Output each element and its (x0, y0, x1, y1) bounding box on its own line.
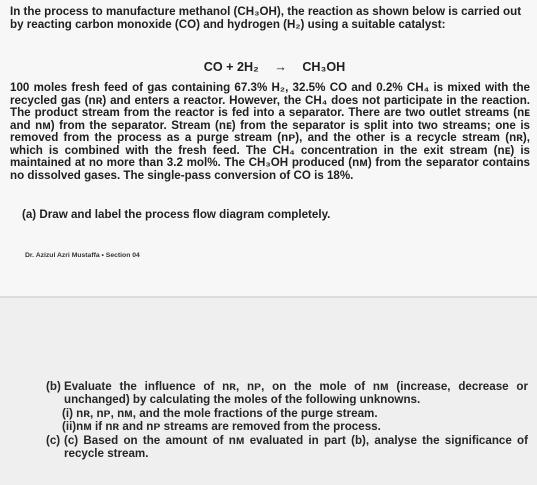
question-c-label: (c) (46, 433, 61, 447)
task-a: (a) Draw and label the process flow diagram completely. (22, 208, 331, 221)
reaction-equation (0, 60, 537, 74)
equation-left: CO + 2H₂ (203, 60, 259, 74)
problem-body: 100 moles fresh feed of gas containing 67.3% H₂, 32.5% CO and 0.2% CH₄ is mixed with the recycled gas (nʀ) and enters a reactor. However, the CH₄ does not participate in the reaction. The product stream from the reactor is fed into a separator. There are two outlet streams (nᴇ and nᴍ) from the separator. Stream (nᴇ) from the separator is split into two streams; one is removed from the process as a purge stream (nᴘ), and the other is a recycle stream (nʀ), which is combined with the fresh feed. The CH₄ concentration in the exit stream (nᴇ) is maintained at no more than 3.2 mol%. The CH₃OH produced (nᴍ) from the separator contains no dissolved gases. The single-pass conversion of CO is 18%. (10, 81, 530, 182)
question-b (46, 380, 528, 407)
question-b-text: Evaluate the influence of nʀ, nᴘ, on the mole of nᴍ (increase, decrease or unchanged) by calculating the moles of the following unknowns. (64, 380, 528, 407)
equation-right: CH₃OH (302, 60, 346, 74)
question-b-i: (i) nʀ, nᴘ, nᴍ, and the mole fractions of the purge stream. (62, 406, 378, 420)
questions-list (46, 380, 528, 460)
intro-text: In the process to manufacture methanol (CH₃OH), the reaction as shown below is carried out by reacting carbon monoxide (CO) and hydrogen (H₂) using a suitable catalyst: (10, 5, 522, 31)
question-b-ii: (ii)nᴍ if nʀ and nᴘ streams are removed from the process. (62, 420, 381, 434)
question-c-text: (c) Based on the amount of nᴍ evaluated in part (b), analyse the significance of recycle stream. (64, 433, 528, 461)
equation-arrow: → (274, 60, 287, 74)
question-b-label: (b) (46, 380, 61, 393)
question-c (46, 434, 528, 461)
slide-footer: Dr. Azizul Azri Mustaffa • Section 04 (25, 252, 140, 259)
